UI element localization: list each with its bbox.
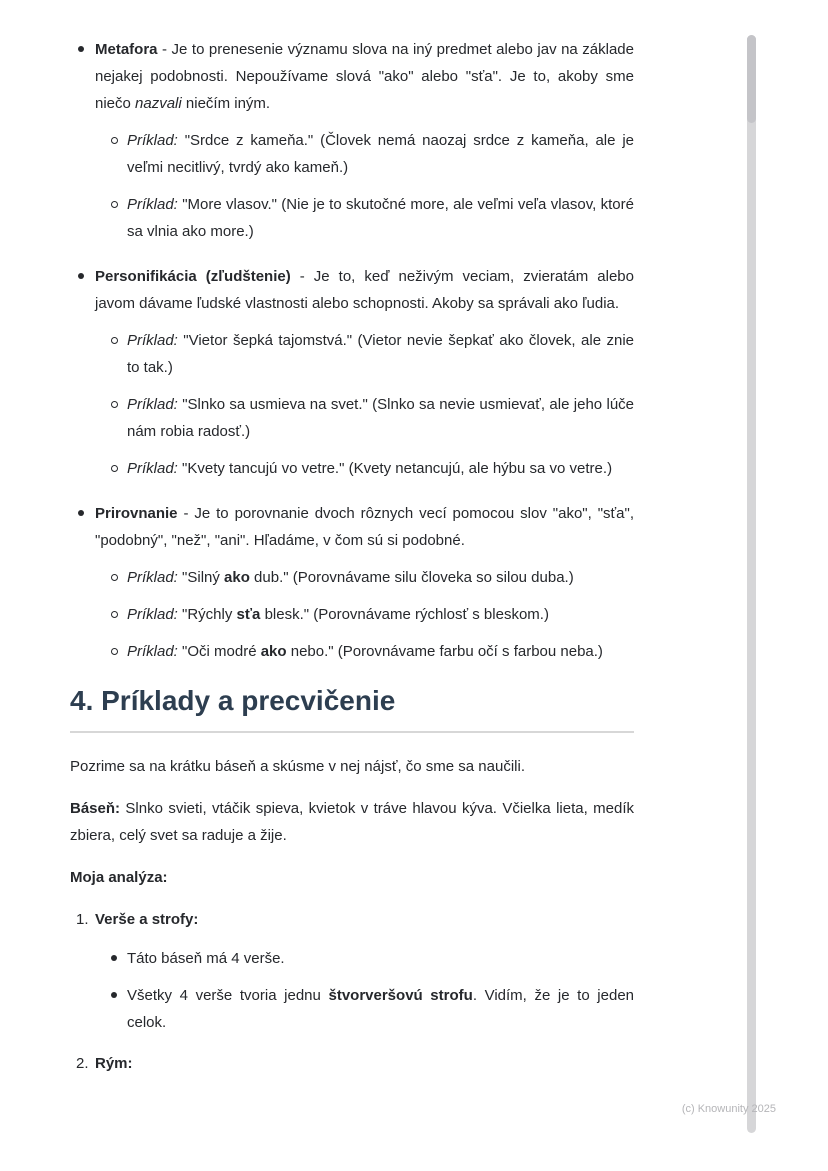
section-intro: Pozrime sa na krátku báseň a skúsme v nej nájsť, čo sme sa naučili. <box>70 758 525 775</box>
example-text: Príklad: "Silný ako dub." (Porovnávame silu človeka so silou duba.) <box>127 569 574 586</box>
example-item <box>95 127 634 181</box>
bullet-disc-icon <box>95 982 127 1036</box>
example-text: Príklad: "Srdce z kameňa." (Človek nemá naozaj srdce z kameňa, ale je veľmi necitlivý, tvrdý ako kameň.) <box>127 132 634 176</box>
analysis-item-title: Verše a strofy: <box>95 911 199 928</box>
analysis-item-rym <box>70 1050 634 1077</box>
example-text: Príklad: "Rýchly sťa blesk." (Porovnávame rýchlosť s bleskom.) <box>127 606 549 623</box>
scrollbar-track[interactable] <box>747 35 756 1133</box>
example-text: Príklad: "More vlasov." (Nie je to skutočné more, ale veľmi veľa vlasov, ktoré sa vlnia ako more.) <box>127 196 634 240</box>
example-item <box>95 564 634 591</box>
example-text: Príklad: "Oči modré ako nebo." (Porovnávame farbu očí s farbou neba.) <box>127 643 603 660</box>
examples-list <box>95 127 634 245</box>
scrollbar-thumb[interactable] <box>747 35 756 123</box>
example-text: Príklad: "Vietor šepká tajomstvá." (Vietor nevie šepkať ako človek, ale znie to tak.) <box>127 332 634 376</box>
point-text: Táto báseň má 4 verše. <box>127 950 285 967</box>
poem-paragraph: Báseň: Slnko svieti, vtáčik spieva, kvietok v tráve hlavou kýva. Včielka lieta, medík zbiera, celý svet sa raduje a žije. <box>70 800 634 844</box>
bullet-circle-icon <box>95 191 127 245</box>
term-name: Prirovnanie <box>95 505 178 522</box>
term-name: Metafora <box>95 41 158 58</box>
term-body <box>95 36 634 245</box>
bullet-circle-icon <box>95 638 127 665</box>
term-definition: Prirovnanie - Je to porovnanie dvoch rôznych vecí pomocou slov "ako", "sťa", "podobný", "než", "ani". Hľadáme, v čom sú si podobné. <box>95 505 634 549</box>
bullet-circle-icon <box>95 327 127 381</box>
bullet-circle-icon <box>95 455 127 482</box>
poem-label: Báseň: <box>70 800 121 817</box>
analysis-point <box>95 945 634 972</box>
example-item <box>95 601 634 628</box>
copyright-text: (c) Knowunity 2025 <box>681 1103 776 1115</box>
analysis-list <box>70 906 634 1077</box>
term-body <box>95 263 634 482</box>
list-number: 1. <box>76 911 89 928</box>
point-text: Všetky 4 verše tvoria jednu štvorveršovú strofu. Vidím, že je to jeden celok. <box>127 987 635 1031</box>
bullet-disc-icon <box>95 945 127 972</box>
example-item <box>95 327 634 381</box>
list-number: 2. <box>76 1055 89 1072</box>
example-item <box>95 455 634 482</box>
bullet-disc-icon <box>70 500 95 665</box>
example-item <box>95 638 634 665</box>
term-body <box>95 500 634 665</box>
analysis-item-body <box>95 906 634 1036</box>
example-text: Príklad: "Kvety tancujú vo vetre." (Kvety netancujú, ale hýbu sa vo vetre.) <box>127 460 613 477</box>
document-content <box>70 36 634 1091</box>
analysis-item-body <box>95 1050 634 1077</box>
bullet-circle-icon <box>95 391 127 445</box>
bullet-disc-icon <box>70 263 95 482</box>
term-item-personifikacia <box>70 263 634 482</box>
term-definition: Metafora - Je to prenesenie významu slova na iný predmet alebo jav na základe nejakej podobnosti. Nepoužívame slová "ako" alebo "sťa". Je to, akoby sme niečo nazvali niečím iným. <box>95 41 634 112</box>
term-definition: Personifikácia (zľudštenie) - Je to, keď neživým veciam, zvieratám alebo javom dávame ľudské vlastnosti alebo schopnosti. Akoby sa správali ako ľudia. <box>95 268 634 312</box>
bullet-disc-icon <box>70 36 95 245</box>
analysis-points <box>95 945 634 1036</box>
analysis-label: Moja analýza: <box>70 869 168 886</box>
analysis-point <box>95 982 634 1036</box>
bullet-circle-icon <box>95 601 127 628</box>
bullet-circle-icon <box>95 564 127 591</box>
term-name: Personifikácia (zľudštenie) <box>95 268 291 285</box>
term-item-prirovnanie <box>70 500 634 665</box>
example-item <box>95 191 634 245</box>
bullet-circle-icon <box>95 127 127 181</box>
examples-list <box>95 327 634 482</box>
analysis-item-verse <box>70 906 634 1036</box>
section-heading: 4. Príklady a precvičenie <box>70 685 396 716</box>
example-text: Príklad: "Slnko sa usmieva na svet." (Slnko sa nevie usmievať, ale jeho lúče nám robia radosť.) <box>127 396 634 440</box>
term-item-metafora <box>70 36 634 245</box>
heading-divider <box>70 731 634 733</box>
examples-list <box>95 564 634 665</box>
analysis-item-title: Rým: <box>95 1055 133 1072</box>
example-item <box>95 391 634 445</box>
